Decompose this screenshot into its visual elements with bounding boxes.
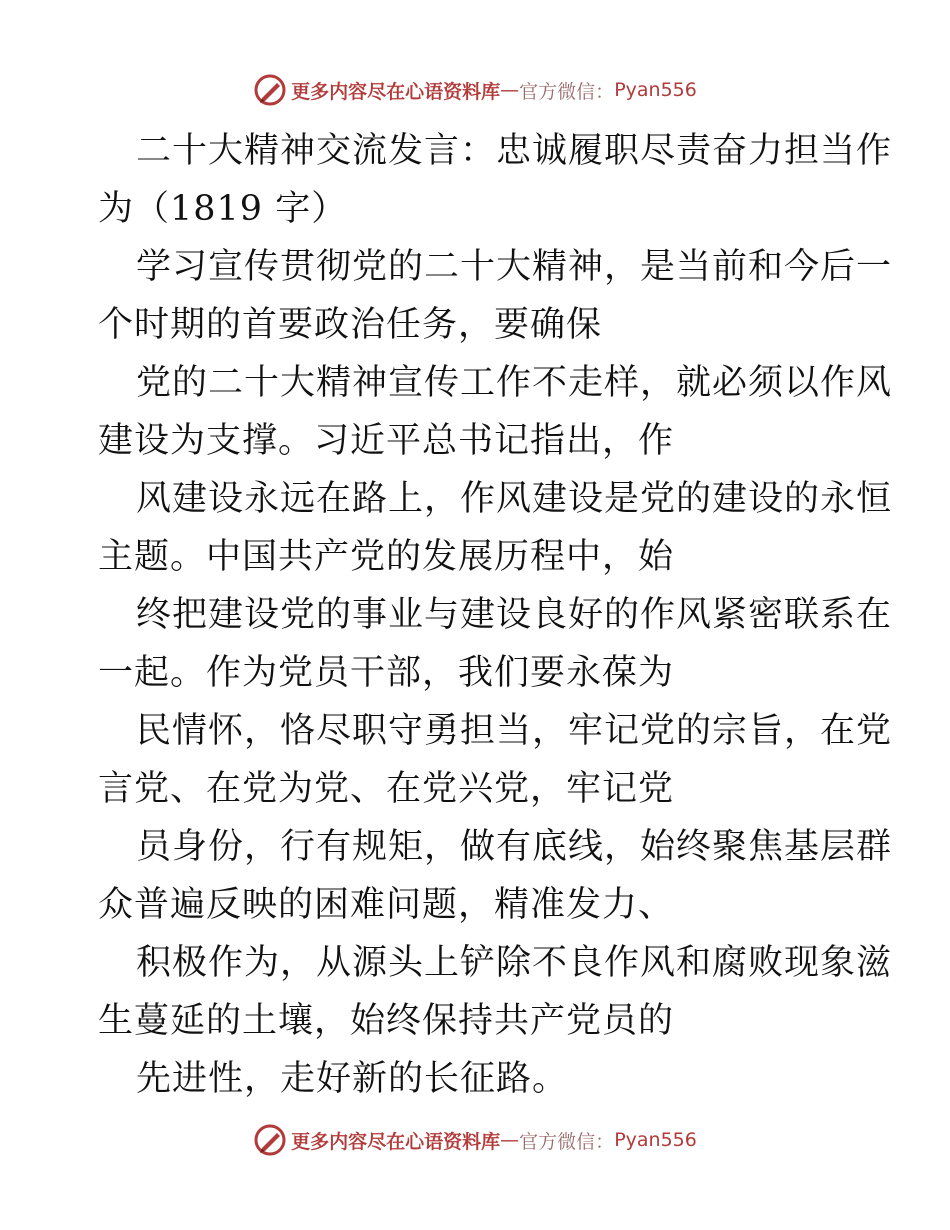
banner-text: 更多内容尽在心语资料库 — [291, 1130, 501, 1153]
paragraph-line: 民情怀，恪尽职守勇担当，牢记党的宗旨，在党 — [136, 711, 893, 751]
paragraph-line: 一起。作为党员干部，我们要永葆为 — [98, 653, 675, 693]
banner-text: 更多内容尽在心语资料库 — [291, 80, 501, 103]
banner-wechat-id: Pyan556 — [614, 79, 697, 101]
pen-logo-icon — [253, 73, 287, 107]
banner-separator: — — [500, 79, 520, 101]
paragraph-line: 生蔓延的土壤，始终保持共产党员的 — [98, 1001, 675, 1041]
paragraph-line: 众普遍反映的困难问题，精准发力、 — [98, 885, 675, 925]
paragraph-line: 员身份，行有规矩，做有底线，始终聚焦基层群 — [136, 827, 893, 867]
banner-wechat-id: Pyan556 — [614, 1129, 697, 1151]
paragraph-line: 建设为支撑。习近平总书记指出，作 — [98, 421, 675, 461]
document-body — [98, 122, 893, 1108]
paragraph-line: 终把建设党的事业与建设良好的作风紧密联系在 — [136, 595, 893, 635]
paragraph-line: 主题。中国共产党的发展历程中，始 — [98, 537, 675, 577]
paragraph-line: 学习宣传贯彻党的二十大精神，是当前和今后一 — [136, 247, 893, 287]
banner-wechat-label: 官方微信： — [519, 1130, 615, 1153]
paragraph-line: 先进性，走好新的长征路。 — [136, 1059, 569, 1099]
paragraph-line: 言党、在党为党、在党兴党，牢记党 — [98, 769, 675, 809]
footer-banner — [0, 1120, 950, 1160]
document-title-line-1: 二十大精神交流发言：忠诚履职尽责奋力担当作 — [136, 131, 893, 171]
pen-logo-icon — [253, 1123, 287, 1157]
paragraph-line: 个时期的首要政治任务，要确保 — [98, 305, 603, 345]
document-title-line-2: 为（1819 字） — [98, 189, 348, 229]
header-banner — [0, 70, 950, 110]
banner-separator: — — [500, 1129, 520, 1151]
paragraph-line: 积极作为，从源头上铲除不良作风和腐败现象滋 — [136, 943, 893, 983]
banner-wechat-label: 官方微信： — [519, 80, 615, 103]
paragraph-line: 党的二十大精神宣传工作不走样，就必须以作风 — [136, 363, 893, 403]
paragraph-line: 风建设永远在路上，作风建设是党的建设的永恒 — [136, 479, 893, 519]
